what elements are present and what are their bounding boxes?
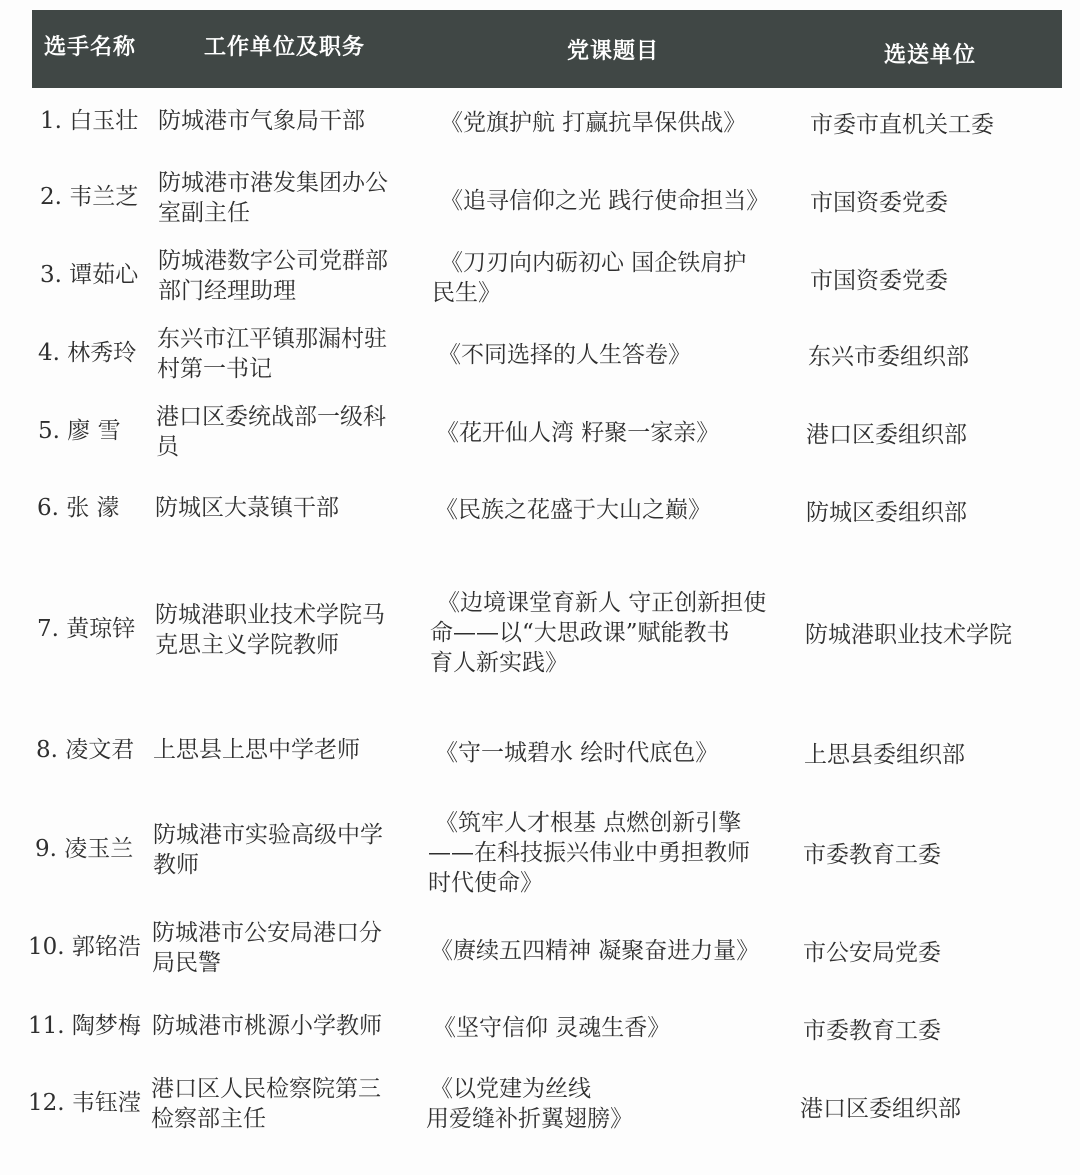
row-work: 防城港市港发集团办公: [158, 170, 388, 196]
row-name: 6. 张 濛: [37, 495, 120, 521]
row-name: 11. 陶梦梅: [28, 1013, 141, 1039]
row-topic: 《以党建为丝线: [430, 1076, 591, 1102]
row-name: 4. 林秀玲: [38, 340, 137, 366]
row-topic: 育人新实践》: [430, 650, 568, 676]
row-topic: 《筑牢人才根基 点燃创新引擎: [435, 810, 742, 836]
row-work: 室副主任: [158, 200, 250, 226]
header-unit: 选送单位: [884, 43, 977, 68]
row-work: 东兴市江平镇那漏村驻: [157, 326, 387, 352]
row-unit: 港口区委组织部: [806, 422, 967, 448]
row-work: 防城区大菉镇干部: [155, 495, 339, 521]
header-name: 选手名称: [44, 35, 137, 60]
row-work: 员: [156, 434, 179, 460]
row-unit: 市国资委党委: [810, 190, 948, 216]
row-unit: 防城港职业技术学院: [805, 622, 1012, 648]
row-topic: 《边境课堂育新人 守正创新担使: [437, 590, 767, 616]
row-name: 3. 谭茹心: [40, 262, 139, 288]
row-work: 防城港市桃源小学教师: [152, 1013, 382, 1039]
row-work: 局民警: [152, 950, 221, 976]
row-work: 港口区人民检察院第三: [151, 1076, 381, 1102]
row-name: 2. 韦兰芝: [40, 184, 139, 210]
row-work: 部门经理助理: [158, 278, 296, 304]
row-unit: 市委教育工委: [803, 1018, 941, 1044]
row-unit: 港口区委组织部: [800, 1096, 961, 1122]
row-name: 10. 郭铭浩: [28, 934, 141, 960]
row-topic: 《赓续五四精神 凝聚奋进力量》: [430, 938, 760, 964]
row-work: 检察部主任: [151, 1106, 266, 1132]
row-topic: 《党旗护航 打赢抗旱保供战》: [440, 110, 747, 136]
row-name: 12. 韦钰滢: [28, 1090, 141, 1116]
row-topic: 《花开仙人湾 籽聚一家亲》: [436, 420, 720, 446]
row-work: 教师: [153, 852, 199, 878]
row-topic: 《不同选择的人生答卷》: [438, 342, 691, 368]
row-unit: 上思县委组织部: [804, 742, 965, 768]
row-name: 7. 黄琼锌: [37, 616, 136, 642]
row-topic: 《守一城碧水 绘时代底色》: [435, 740, 719, 766]
row-topic: 时代使命》: [428, 870, 543, 896]
row-topic: 用爱缝补折翼翅膀》: [426, 1106, 633, 1132]
row-unit: 市委教育工委: [803, 842, 941, 868]
row-topic: 《坚守信仰 灵魂生香》: [433, 1015, 671, 1041]
row-topic: 《民族之花盛于大山之巅》: [435, 497, 711, 523]
row-topic: 《刀刃向内砺初心 国企铁肩护: [440, 250, 747, 276]
row-work: 防城港市公安局港口分: [152, 920, 382, 946]
row-work: 上思县上思中学老师: [153, 737, 360, 763]
row-name: 5. 廖 雪: [38, 418, 121, 444]
row-topic: 命——以“大思政课”赋能教书: [430, 620, 730, 646]
row-topic: ——在科技振兴伟业中勇担教师: [428, 840, 750, 866]
row-work: 港口区委统战部一级科: [156, 404, 386, 430]
header-work: 工作单位及职务: [204, 35, 366, 60]
row-unit: 东兴市委组织部: [808, 344, 969, 370]
row-unit: 防城区委组织部: [806, 500, 967, 526]
row-topic: 民生》: [432, 280, 501, 306]
row-work: 防城港数字公司党群部: [158, 248, 388, 274]
row-name: 1. 白玉壮: [40, 108, 139, 134]
row-topic: 《追寻信仰之光 践行使命担当》: [440, 188, 770, 214]
row-unit: 市公安局党委: [803, 940, 941, 966]
row-name: 8. 凌文君: [36, 737, 135, 763]
row-work: 防城港市实验高级中学: [153, 822, 383, 848]
row-unit: 市委市直机关工委: [810, 112, 994, 138]
row-work: 村第一书记: [157, 356, 272, 382]
row-work: 防城港职业技术学院马: [155, 602, 385, 628]
row-work: 防城港市气象局干部: [158, 108, 365, 134]
row-unit: 市国资委党委: [810, 268, 948, 294]
header-topic: 党课题目: [567, 39, 660, 64]
row-work: 克思主义学院教师: [155, 632, 339, 658]
row-name: 9. 凌玉兰: [35, 836, 134, 862]
